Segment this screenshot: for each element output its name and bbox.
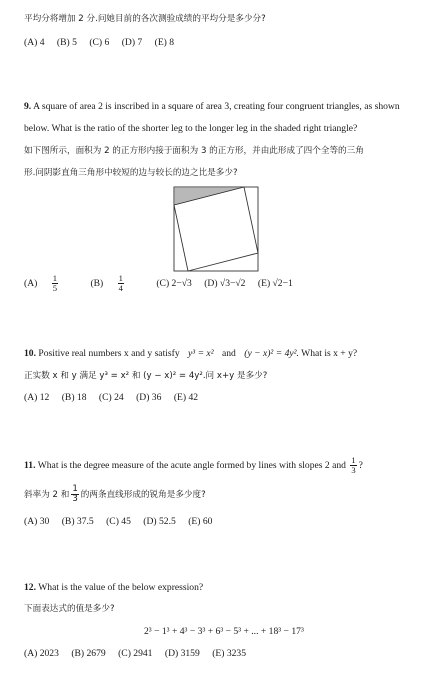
q12-option-c[interactable]: (C) 2941 <box>118 648 153 659</box>
q9-en-line1 <box>24 101 400 113</box>
q10-en-line: 10. Positive real numbers x and y satisfy y³ = x² and (y − x)² = 4y². What is x + y? <box>24 348 358 359</box>
q12-option-b[interactable]: (B) 2679 <box>71 648 106 659</box>
q10-number: 10. <box>24 348 36 359</box>
q9-en-line2: below. What is the ratio of the shorter leg to the longer leg in the shaded right triangle? <box>24 123 358 134</box>
q9-cn-line2: 形.问阴影直角三角形中较短的边与较长的边之比是多少? <box>24 168 238 178</box>
q9-option-a[interactable]: (A) $\frac{1}{5}$ <box>24 273 58 294</box>
q11-number: 11. <box>24 460 36 471</box>
q12-option-d[interactable]: (D) 3159 <box>164 648 200 659</box>
q9-number: 9. <box>24 101 32 112</box>
q8-options <box>24 37 184 49</box>
q10-option-b[interactable]: (B) 18 <box>61 392 87 403</box>
q9-option-e[interactable]: (E) √2−1 <box>257 278 293 289</box>
q12-option-a[interactable]: (A) 2023 <box>24 648 59 659</box>
q8-option-d[interactable]: (D) 7 <box>121 37 143 48</box>
q12-option-e[interactable]: (E) 3235 <box>212 648 247 659</box>
q12-cn-line: 下面表达式的值是多少? <box>24 604 115 614</box>
q10-option-a[interactable]: (A) 12 <box>24 392 50 403</box>
q9-option-d[interactable]: (D) √3−√2 <box>204 278 246 289</box>
q10-options <box>24 392 208 404</box>
q8-cn-line: 平均分将增加 2 分.问她目前的各次测验成绩的平均分是多少分? <box>24 14 266 24</box>
q8-option-b[interactable]: (B) 5 <box>56 37 77 48</box>
q10-option-e[interactable]: (E) 42 <box>173 392 199 403</box>
q12-options <box>24 648 256 660</box>
q9-option-b[interactable]: (B) $\frac{1}{4}$ <box>90 273 123 294</box>
q10-cn-line: 正实数 x 和 y 满足 y³ = x² 和 (y − x)² = 4y².问 x+y 是多少? <box>24 371 268 381</box>
q12-expression: 2³ − 1³ + 4³ − 3³ + 6³ − 5³ + ... + 18³ − 17³ <box>144 626 304 637</box>
q11-cn-line: 斜率为 2 和 $\frac{1}{3}$ 的两条直线形成的锐角是多少度? <box>24 484 206 504</box>
q8-option-e[interactable]: (E) 8 <box>154 37 175 48</box>
q9-text-1: A square of area 2 is inscribed in a square of area 3, creating four congruent triangles, as shown <box>33 101 400 112</box>
q9-cn-line1: 如下图所示，面积为 2 的正方形内接于面积为 3 的正方形，并由此形成了四个全等的三角 <box>24 146 364 156</box>
q11-option-d[interactable]: (D) 52.5 <box>143 516 176 527</box>
q8-option-c[interactable]: (C) 6 <box>89 37 110 48</box>
q11-option-e[interactable]: (E) 60 <box>188 516 213 527</box>
q10-option-d[interactable]: (D) 36 <box>136 392 162 403</box>
q11-option-b[interactable]: (B) 37.5 <box>61 516 94 527</box>
q12-en-line: 12. What is the value of the below expression? <box>24 582 204 593</box>
q11-en-line: 11. What is the degree measure of the acute angle formed by lines with slopes 2 and $\frac{1}{3}$ ? <box>24 455 363 476</box>
q11-option-a[interactable]: (A) 30 <box>24 516 50 527</box>
q11-options <box>24 516 222 528</box>
q9-figure <box>173 186 259 272</box>
q8-option-a[interactable]: (A) 4 <box>24 37 45 48</box>
q9-option-c[interactable]: (C) 2−√3 <box>156 278 192 289</box>
q12-number: 12. <box>24 582 36 593</box>
q10-option-c[interactable]: (C) 24 <box>98 392 124 403</box>
q11-option-c[interactable]: (C) 45 <box>106 516 131 527</box>
q9-options <box>24 274 303 294</box>
